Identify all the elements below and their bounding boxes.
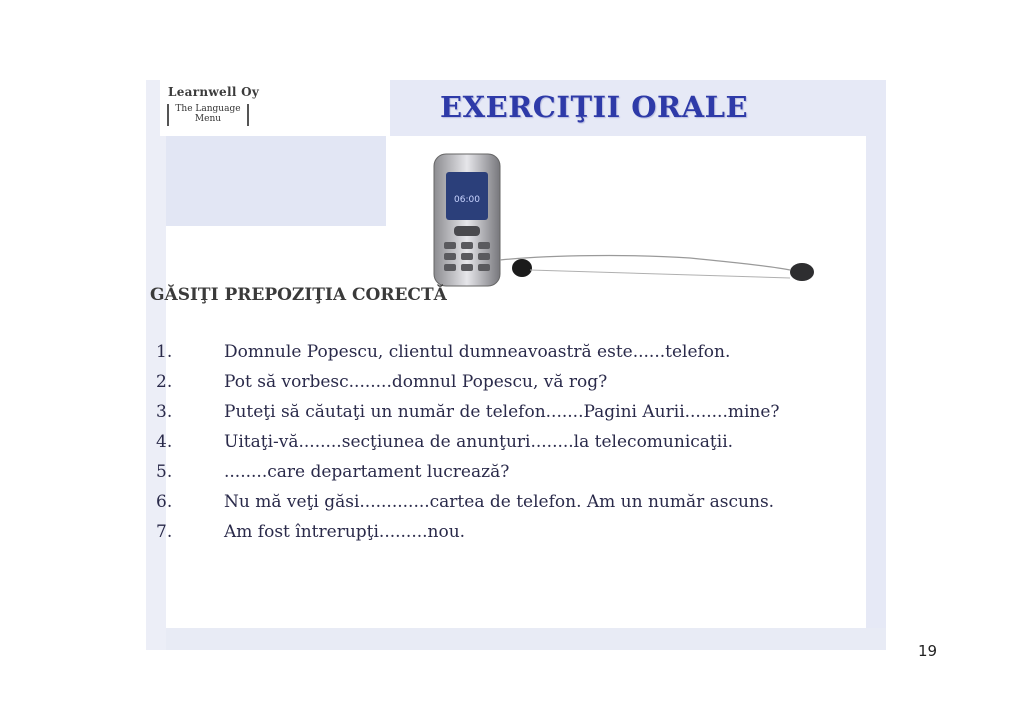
item-text: Pot să vorbesc........domnul Popescu, vă rog? [224,372,608,392]
list-item [150,490,830,514]
phone-clock: 06:00 [454,195,480,205]
list-item [150,520,830,544]
item-number: 3. [156,402,173,422]
exercise-list [150,340,830,550]
brand-tagline-line1: The Language [175,104,241,114]
slide-title: EXERCIŢII ORALE [440,90,749,124]
page-number: 19 [918,642,938,660]
brand-name: Learnwell Oy [168,85,260,99]
list-item [150,370,830,394]
exercise-subtitle: GĂSIŢI PREPOZIŢIA CORECTĂ [150,285,447,305]
item-number: 1. [156,342,173,362]
item-number: 4. [156,432,173,452]
item-text: Nu mă veţi găsi.............cartea de telefon. Am un număr ascuns. [224,492,775,512]
item-text: Uitaţi-vă........secţiunea de anunţuri........la telecomunicaţii. [224,432,734,452]
brand-tagline-line2: Menu [194,114,222,124]
item-number: 7. [156,522,173,542]
earphone-right [790,263,814,281]
item-number: 5. [156,462,173,482]
item-text: Puteţi să căutaţi un număr de telefon.......Pagini Aurii........mine? [224,402,780,422]
decorative-block [166,136,386,226]
list-item [150,460,830,484]
list-item [150,400,830,424]
item-text: Am fost întrerupţi.........nou. [224,522,466,542]
item-text: Domnule Popescu, clientul dumneavoastră este......telefon. [224,342,731,362]
item-text: ........care departament lucrează? [224,462,510,482]
slide-frame-right [866,80,886,650]
brand-tagline [167,104,249,126]
slide-frame-bottom [166,628,886,650]
earphone-cable [500,256,790,270]
item-number: 6. [156,492,173,512]
list-item [150,340,830,364]
list-item [150,430,830,454]
earphone-left [512,259,532,277]
mobile-phone-image [430,150,830,290]
item-number: 2. [156,372,173,392]
